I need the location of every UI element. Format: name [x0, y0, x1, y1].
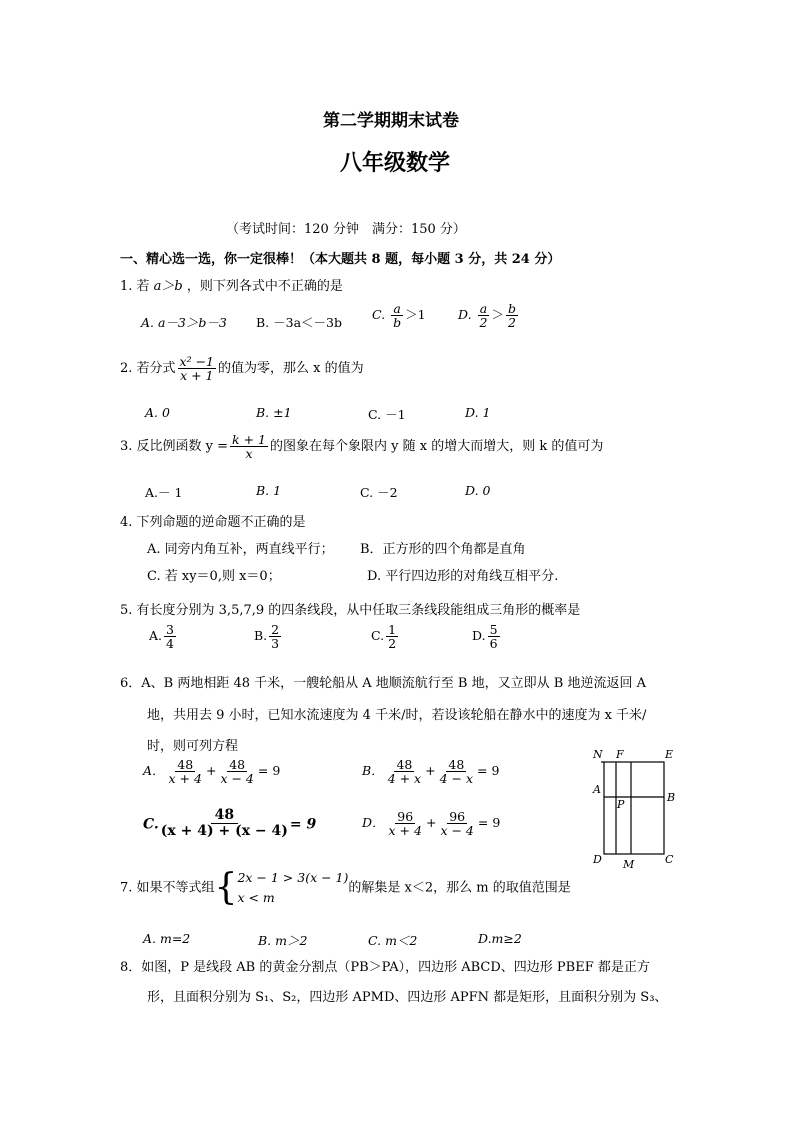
q5-option-a: A. $\frac{3}{4}$ [149, 622, 174, 652]
square-figure [590, 744, 685, 874]
q1-stem: 1. 若 a＞b ，则下列各式中不正确的是 [120, 279, 343, 294]
label-m: M [623, 858, 635, 871]
q7-option-b: B. m＞2 [258, 933, 308, 948]
q1-option-a: A. a－3＞b－3 [141, 315, 227, 330]
q6-option-a: A． $\frac{48}{x + 4}$ + $\frac{48}{x - 4}$ = 9 [143, 757, 281, 787]
label-d: D [593, 853, 602, 866]
q5-option-b: B. $\frac{2}{3}$ [254, 622, 280, 652]
q7-stem: 7. 如果不等式组{ 2x − 1 > 3(x − 1) x < m 的解集是 x＜2，那么 m 的取值范围是 [120, 867, 571, 908]
q2-option-d: D. 1 [465, 405, 491, 420]
exam-title: 第二学期期末试卷 [323, 111, 459, 131]
q1-option-d: D. $\frac{a}{2}$ ＞ $\frac{b}{2}$ [458, 301, 517, 331]
q6-option-d: D． $\frac{96}{x + 4}$ + $\frac{96}{x - 4}$ = 9 [362, 809, 501, 839]
q7-option-a: A. m=2 [143, 931, 191, 946]
q3-option-a: A.－ 1 [145, 485, 183, 500]
q8-line2: 形，且面积分别为 S₁、S₂，四边形 APMD、四边形 APFN 都是矩形，且面积分别为 S₃、 [147, 990, 668, 1005]
q6-line3: 时，则可列方程 [147, 739, 239, 754]
q7-option-d: D.m≥2 [478, 931, 522, 946]
q5-option-c: C. $\frac{1}{2}$ [371, 622, 397, 652]
q2-option-b: B. ±1 [256, 405, 292, 420]
q6-option-b: B． $\frac{48}{4 + x}$ + $\frac{48}{4 - x}$ = 9 [362, 757, 500, 787]
q4-stem: 4. 下列命题的逆命题不正确的是 [120, 515, 306, 530]
q3-option-b: B. 1 [256, 483, 282, 498]
label-b: B [667, 791, 676, 804]
figure-lines [601, 762, 664, 854]
q1-option-c: C. $\frac{a}{b}$ ＞1 [372, 301, 426, 331]
q6-line1: 6．A、B 两地相距 48 千米，一艘轮船从 A 地顺流航行至 B 地，又立即从 B 地逆流返回 A [120, 676, 646, 691]
outer-rectangle [604, 762, 664, 854]
q3-option-d: D. 0 [465, 483, 491, 498]
section-heading: 一、精心选一选，你一定很棒！（本大题共 8 题，每小题 3 分，共 24 分） [120, 252, 561, 267]
label-e: E [665, 748, 674, 761]
q7-option-c: C. m＜2 [368, 933, 418, 948]
q4-option-a: A. 同旁内角互补，两直线平行； [147, 542, 334, 557]
exam-info: （考试时间：120 分钟 满分：150 分） [226, 222, 466, 237]
q3-stem: 3. 反比例函数 y = $\frac{k + 1}{x}$ 的图象在每个象限内 y 随 x 的增大而增大，则 k 的值可为 [120, 432, 604, 462]
q2-option-a: A. 0 [145, 405, 170, 420]
q8-line1: 8．如图，P 是线段 AB 的黄金分割点（PB＞PA），四边形 ABCD、四边形 PBEF 都是正方 [120, 960, 650, 975]
q4-option-b: B．正方形的四个角都是直角 [360, 542, 526, 557]
label-f: F [616, 748, 624, 761]
q4-option-d: D. 平行四边形的对角线互相平分. [367, 569, 559, 584]
q5-stem: 5. 有长度分别为 3,5,7,9 的四条线段，从中任取三条线段能组成三角形的概率是 [120, 603, 581, 618]
label-c: C [665, 853, 674, 866]
label-p: P [617, 798, 625, 811]
label-a: A [593, 783, 601, 796]
q5-option-d: D. $\frac{5}{6}$ [472, 622, 498, 652]
q6-option-c: C. $\frac{48}{(x + 4) + (x - 4)}$ = 9 [143, 807, 317, 840]
label-n: N [593, 748, 603, 761]
q1-option-b: B. －3a＜－3b [256, 315, 342, 330]
subject-title: 八年级数学 [340, 150, 451, 176]
q6-line2: 地，共用去 9 小时，已知水流速度为 4 千米/时，若设该轮船在静水中的速度为 x 千米/ [147, 708, 647, 723]
q3-option-c: C. －2 [360, 485, 398, 500]
q2-option-c: C. －1 [368, 407, 406, 422]
q2-stem: 2. 若分式 $\frac{\text{x² −1}}{x + 1}$ 的值为零，那么 x 的值为 [120, 354, 364, 384]
q4-option-c: C. 若 xy＝0,则 x＝0； [147, 569, 281, 584]
